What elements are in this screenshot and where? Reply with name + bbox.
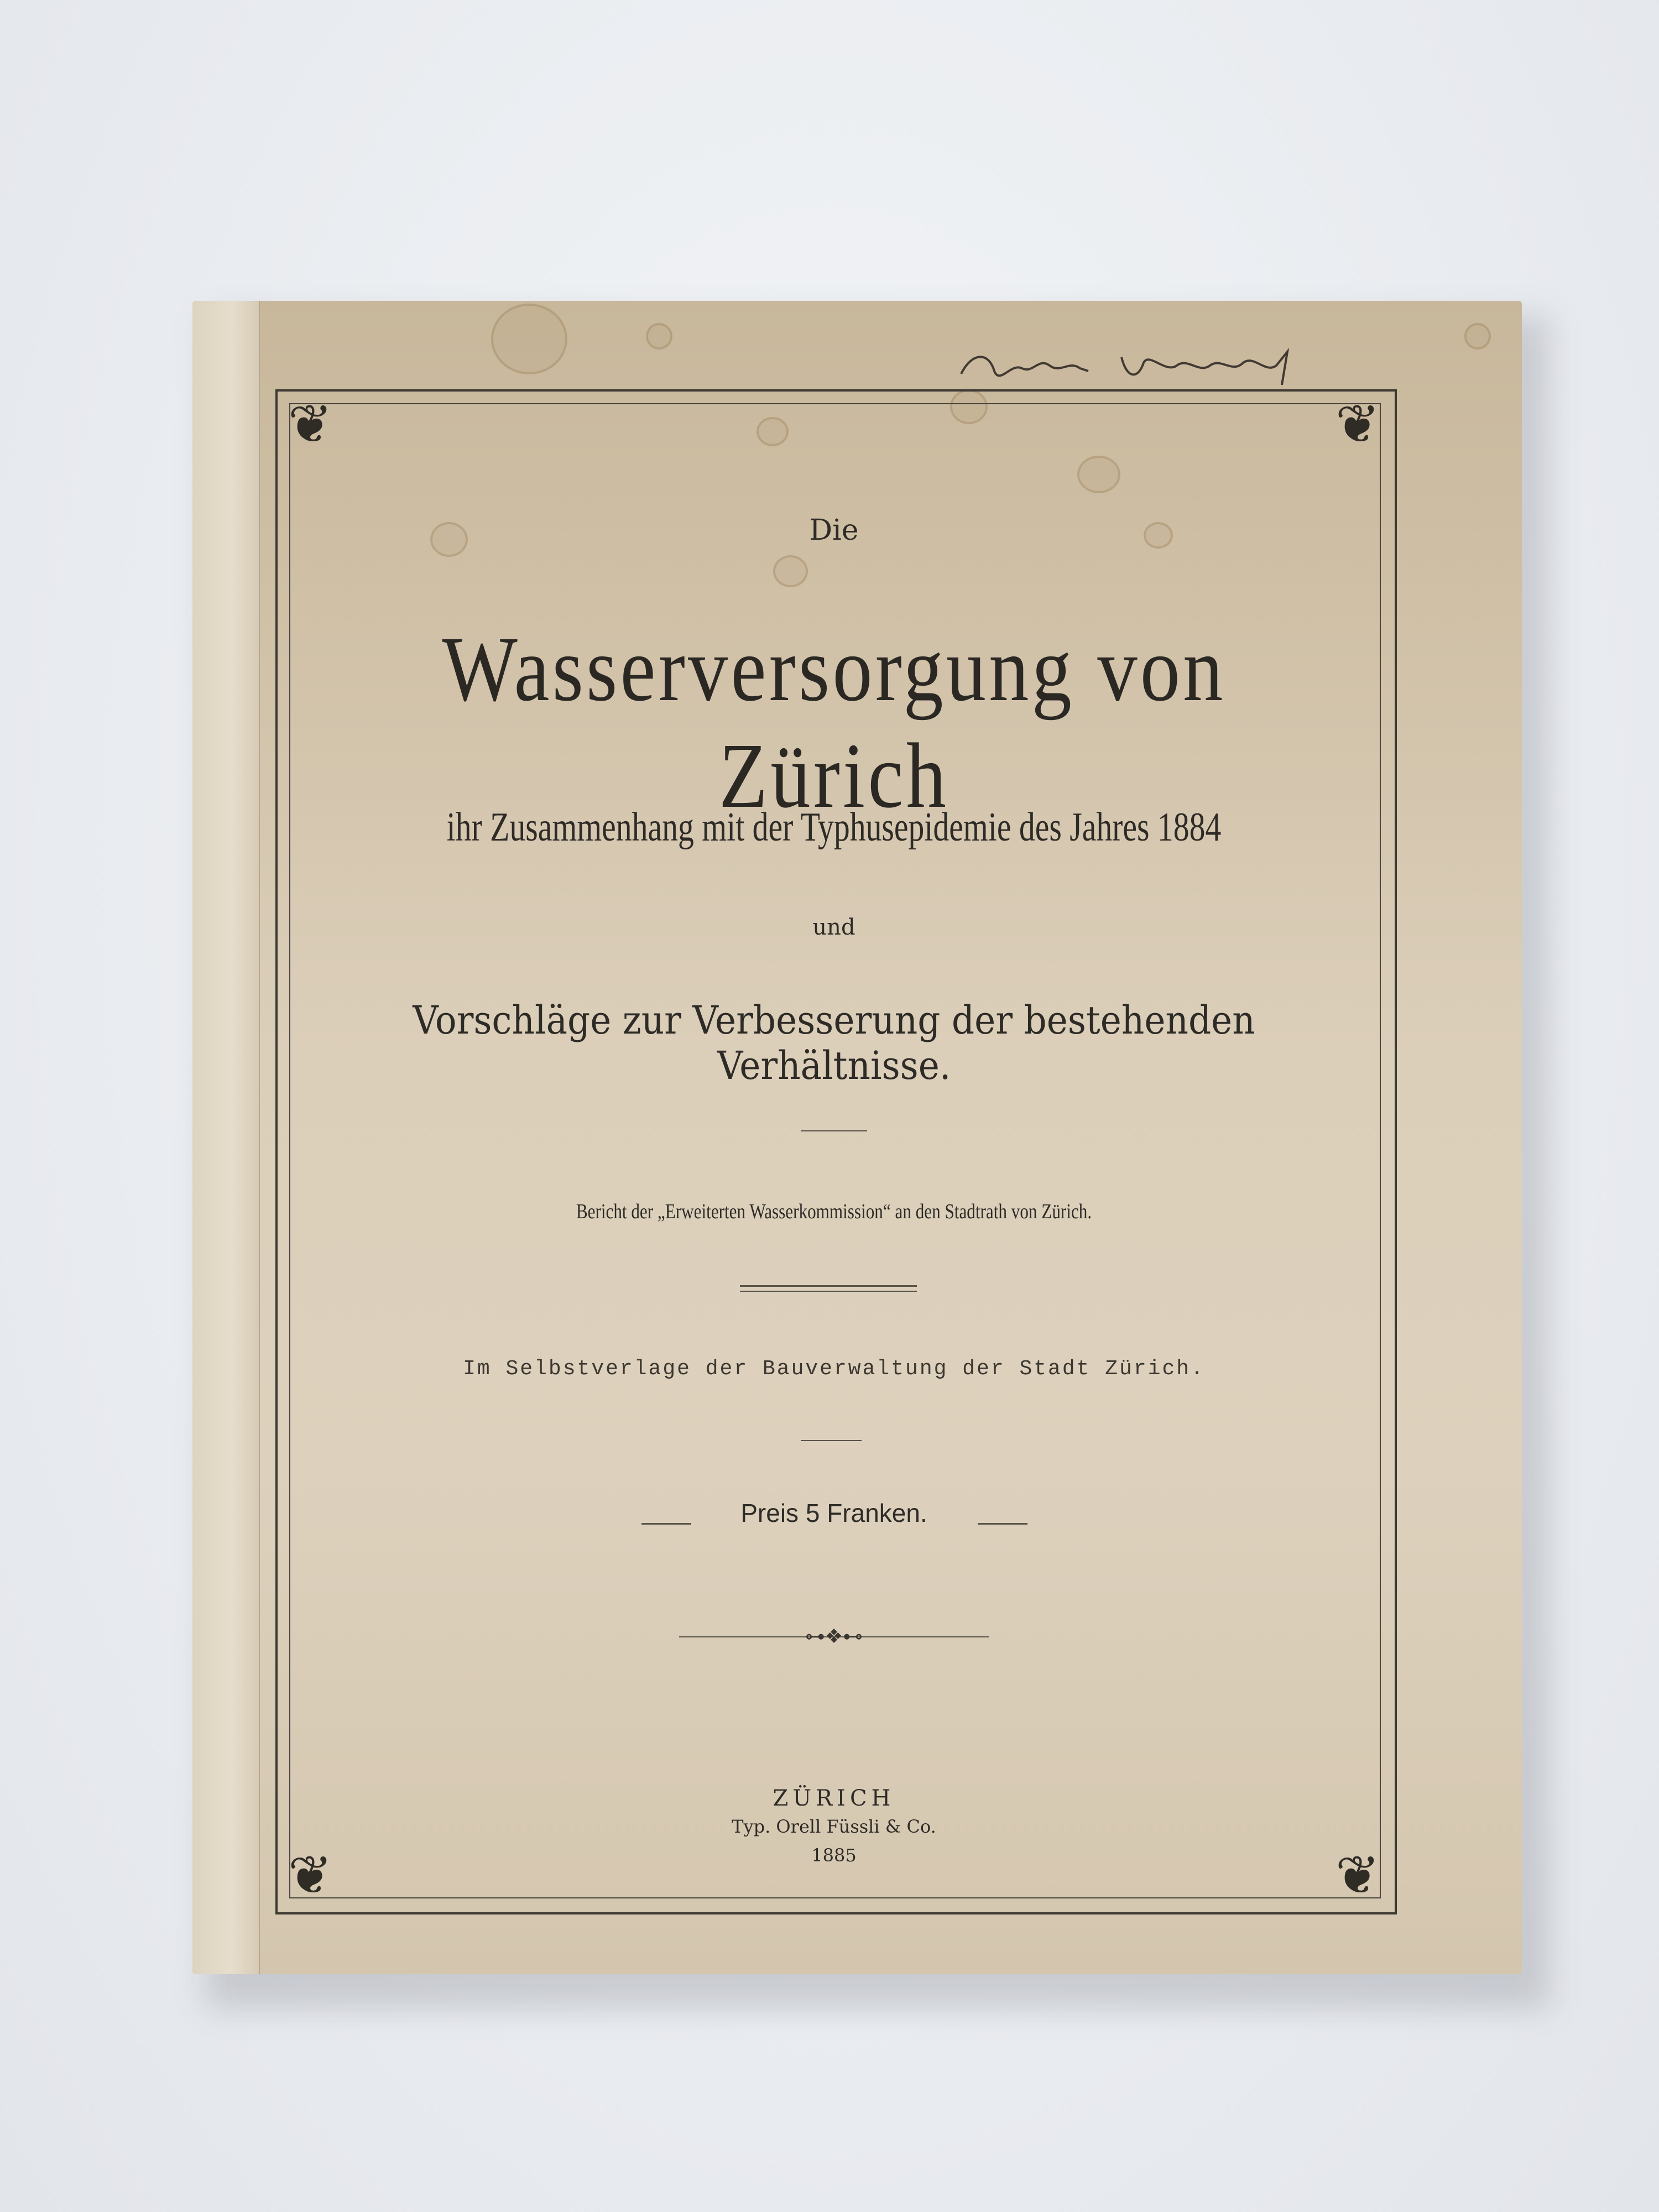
publisher-line: Im Selbstverlage der Bauverwaltung der Stadt Zürich. <box>463 1357 1205 1381</box>
corner-ornament: ❦ <box>288 1844 333 1906</box>
book-cover <box>192 301 1522 1974</box>
divider <box>801 1130 867 1131</box>
water-stain <box>646 323 672 349</box>
corner-ornament: ❦ <box>1335 1844 1380 1906</box>
conjunction: und <box>812 915 855 940</box>
imprint-printer: Typ. Orell Füssli & Co. <box>732 1816 936 1837</box>
book-subtitle: ihr Zusammenhang mit der Typhusepidemie des Jahres 1884 <box>446 805 1222 850</box>
double-divider <box>740 1291 917 1292</box>
water-stain <box>1464 323 1491 349</box>
imprint-city: ZÜRICH <box>773 1786 895 1811</box>
book-spine <box>192 301 260 1974</box>
book-title: Wasserversorgung von Zürich <box>442 618 1226 827</box>
corner-ornament: ❦ <box>1335 393 1380 455</box>
title-die: Die <box>809 514 859 547</box>
handwritten-signature <box>956 341 1343 390</box>
price-dash-right <box>978 1523 1027 1525</box>
proposals-line: Vorschläge zur Verbesserung der bestehenden Verhältnisse. <box>413 998 1255 1088</box>
price-label: Preis 5 Franken. <box>740 1499 927 1527</box>
report-line: Bericht der „Erweiterten Wasserkommission“ an den Stadtrath von Zürich. <box>576 1200 1092 1223</box>
center-ornament: ⊶❖⊷ <box>805 1625 863 1648</box>
double-divider <box>740 1285 917 1287</box>
divider <box>801 1440 862 1441</box>
imprint-year: 1885 <box>811 1845 857 1866</box>
corner-ornament: ❦ <box>288 393 333 455</box>
water-stain <box>491 304 567 374</box>
